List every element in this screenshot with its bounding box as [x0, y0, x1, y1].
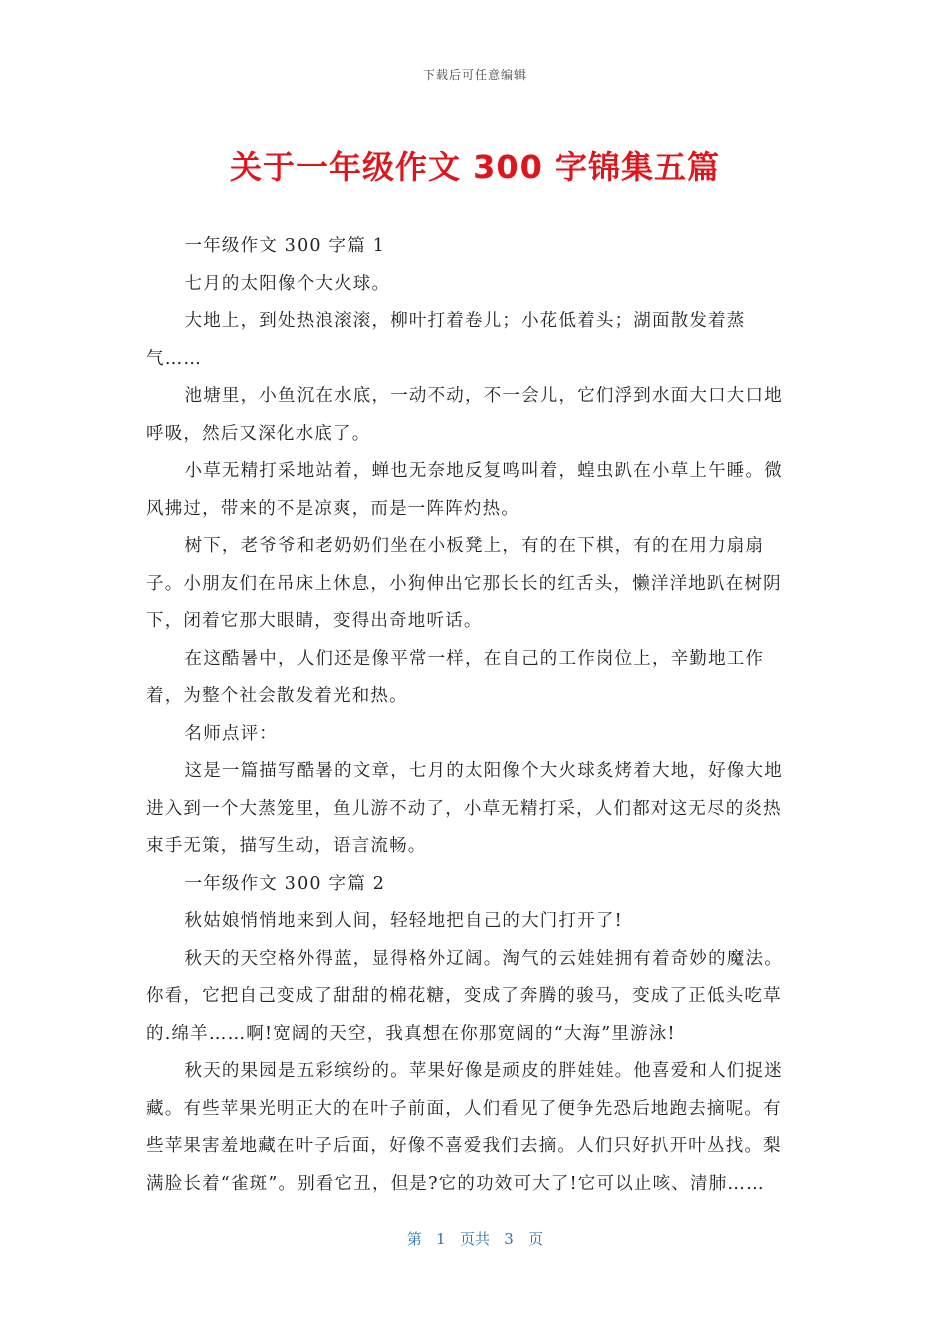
header-note: 下载后可任意编辑: [422, 68, 527, 82]
paragraph: 秋天的果园是五彩缤纷的。苹果好像是顽皮的胖娃娃。他喜爱和人们捉迷藏。有些苹果光明正大的在叶子前面，人们看见了便争先恐后地跑去摘呢。有些苹果害羞地藏在叶子后面，好像不喜爱我们去摘。人们只好扒开叶丛找。梨满脸长着“雀斑”。别看它丑，但是?它的功效可大了!它可以止咳、清肺……: [146, 1061, 783, 1194]
paragraph: 大地上，到处热浪滚滚，柳叶打着卷儿；小花低着头；湖面散发着蒸气……: [146, 311, 746, 369]
paragraph: 七月的太阳像个大火球。: [184, 273, 391, 294]
paragraph: 小草无精打采地站着，蝉也无奈地反复鸣叫着，蝗虫趴在小草上午睡。微风拂过，带来的不是凉爽，而是一阵阵灼热。: [146, 461, 783, 519]
paragraph: 树下，老爷爷和老奶奶们坐在小板凳上，有的在下棋，有的在用力扇扇子。小朋友们在吊床上休息，小狗伸出它那长长的红舌头，懒洋洋地趴在树阴下，闭着它那大眼睛，变得出奇地听话。: [146, 536, 782, 631]
section-heading-2: 一年级作文 300 字篇 2: [184, 873, 386, 894]
document-body: [146, 228, 798, 1203]
paragraph: 这是一篇描写酷暑的文章，七月的太阳像个大火球炙烤着大地，好像大地进入到一个大蒸笼里，鱼儿游不动了，小草无精打采，人们都对这无尽的炎热束手无策，描写生动，语言流畅。: [146, 761, 783, 856]
page-footer: 第 1 页共 3 页: [406, 1230, 544, 1248]
paragraph: 池塘里，小鱼沉在水底，一动不动，不一会儿，它们浮到水面大口大口地呼吸，然后又深化水底了。: [146, 386, 783, 444]
paragraph: 秋姑娘悄悄地来到人间，轻轻地把自己的大门打开了!: [184, 911, 623, 931]
document-title: 关于一年级作文 300 字锦集五篇: [229, 148, 721, 186]
comment-heading: 名师点评：: [184, 723, 278, 744]
paragraph: 在这酷暑中，人们还是像平常一样，在自己的工作岗位上，辛勤地工作着，为整个社会散发着光和热。: [146, 648, 765, 706]
section-heading-1: 一年级作文 300 字篇 1: [184, 236, 386, 256]
paragraph: 秋天的天空格外得蓝，显得格外辽阔。淘气的云娃娃拥有着奇妙的魔法。你看，它把自己变成了甜甜的棉花糖，变成了奔腾的骏马，变成了正低头吃草的.绵羊……啊!宽阔的天空，我真想在你那宽阔的“大海”里游泳!: [146, 948, 783, 1044]
